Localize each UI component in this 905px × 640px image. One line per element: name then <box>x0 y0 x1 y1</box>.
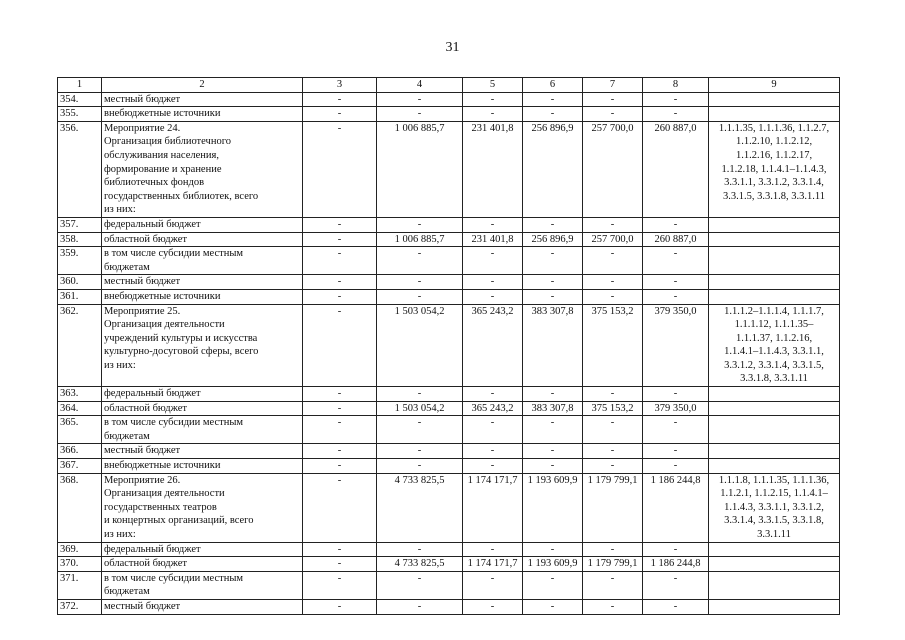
value-cell: - <box>643 444 709 459</box>
value-cell: 231 401,8 <box>463 232 523 247</box>
value-cell: - <box>303 121 377 217</box>
indicator-refs-cell: 1.1.1.8, 1.1.1.35, 1.1.1.36, 1.1.2.1, 1.1.2.15, 1.1.4.1– 1.1.4.3, 3.3.1.1, 3.3.1.2, 3.3.1.4, 3.3.1.5, 3.3.1.8, 3.3.1.11 <box>709 473 840 542</box>
row-name-cell: местный бюджет <box>102 275 303 290</box>
indicator-refs-cell <box>709 232 840 247</box>
value-cell: - <box>523 289 583 304</box>
value-cell: - <box>523 387 583 402</box>
row-number-cell: 357. <box>58 217 102 232</box>
table-row <box>58 401 840 416</box>
value-cell: - <box>463 247 523 275</box>
value-cell: - <box>463 217 523 232</box>
value-cell: - <box>583 289 643 304</box>
row-name-cell: федеральный бюджет <box>102 387 303 402</box>
table-row <box>58 247 840 275</box>
value-cell: - <box>643 459 709 474</box>
value-cell: - <box>523 275 583 290</box>
value-cell: 4 733 825,5 <box>377 473 463 542</box>
row-name-cell: областной бюджет <box>102 557 303 572</box>
value-cell: 1 006 885,7 <box>377 121 463 217</box>
value-cell: - <box>463 275 523 290</box>
table-row <box>58 444 840 459</box>
row-name-cell: местный бюджет <box>102 92 303 107</box>
value-cell: 257 700,0 <box>583 121 643 217</box>
header-cell: 2 <box>102 78 303 93</box>
row-number-cell: 368. <box>58 473 102 542</box>
row-name-cell: местный бюджет <box>102 444 303 459</box>
value-cell: - <box>377 459 463 474</box>
row-number-cell: 366. <box>58 444 102 459</box>
value-cell: - <box>303 304 377 387</box>
budget-table <box>57 77 840 615</box>
table-row <box>58 275 840 290</box>
value-cell: - <box>377 92 463 107</box>
value-cell: - <box>463 92 523 107</box>
row-number-cell: 371. <box>58 571 102 599</box>
value-cell: 365 243,2 <box>463 401 523 416</box>
value-cell: - <box>303 217 377 232</box>
value-cell: - <box>303 401 377 416</box>
value-cell: 1 006 885,7 <box>377 232 463 247</box>
table-row <box>58 232 840 247</box>
value-cell: - <box>643 599 709 614</box>
value-cell: - <box>463 599 523 614</box>
row-name-cell: внебюджетные источники <box>102 459 303 474</box>
value-cell: - <box>523 92 583 107</box>
value-cell: - <box>583 416 643 444</box>
page-number: 31 <box>445 40 460 55</box>
row-number-cell: 356. <box>58 121 102 217</box>
value-cell: 256 896,9 <box>523 232 583 247</box>
value-cell: 257 700,0 <box>583 232 643 247</box>
value-cell: - <box>643 289 709 304</box>
indicator-refs-cell <box>709 557 840 572</box>
value-cell: - <box>643 92 709 107</box>
row-name-cell: в том числе субсидии местным бюджетам <box>102 247 303 275</box>
row-number-cell: 358. <box>58 232 102 247</box>
value-cell: - <box>377 275 463 290</box>
table-row <box>58 459 840 474</box>
indicator-refs-cell <box>709 275 840 290</box>
row-number-cell: 360. <box>58 275 102 290</box>
value-cell: - <box>643 416 709 444</box>
row-name-cell: федеральный бюджет <box>102 217 303 232</box>
value-cell: - <box>583 275 643 290</box>
table-row <box>58 557 840 572</box>
row-number-cell: 361. <box>58 289 102 304</box>
table-row <box>58 387 840 402</box>
value-cell: - <box>463 107 523 122</box>
value-cell: 260 887,0 <box>643 232 709 247</box>
row-name-cell: федеральный бюджет <box>102 542 303 557</box>
header-cell: 4 <box>377 78 463 93</box>
value-cell: - <box>523 571 583 599</box>
value-cell: - <box>583 444 643 459</box>
indicator-refs-cell <box>709 107 840 122</box>
value-cell: - <box>377 217 463 232</box>
value-cell: - <box>523 217 583 232</box>
value-cell: - <box>303 571 377 599</box>
row-number-cell: 365. <box>58 416 102 444</box>
value-cell: - <box>583 247 643 275</box>
value-cell: 1 503 054,2 <box>377 304 463 387</box>
row-number-cell: 354. <box>58 92 102 107</box>
value-cell: 365 243,2 <box>463 304 523 387</box>
row-number-cell: 364. <box>58 401 102 416</box>
value-cell: - <box>303 542 377 557</box>
value-cell: - <box>303 247 377 275</box>
value-cell: - <box>643 247 709 275</box>
header-cell: 1 <box>58 78 102 93</box>
value-cell: 1 193 609,9 <box>523 473 583 542</box>
row-number-cell: 362. <box>58 304 102 387</box>
value-cell: - <box>377 247 463 275</box>
value-cell: - <box>303 107 377 122</box>
value-cell: 4 733 825,5 <box>377 557 463 572</box>
row-number-cell: 355. <box>58 107 102 122</box>
value-cell: 1 174 171,7 <box>463 557 523 572</box>
row-name-cell: внебюджетные источники <box>102 107 303 122</box>
value-cell: - <box>583 387 643 402</box>
value-cell: - <box>377 444 463 459</box>
value-cell: 375 153,2 <box>583 401 643 416</box>
indicator-refs-cell: 1.1.1.35, 1.1.1.36, 1.1.2.7, 1.1.2.10, 1.1.2.12, 1.1.2.16, 1.1.2.17, 1.1.2.18, 1.1.4.1–1.1.4.3, 3.3.1.1, 3.3.1.2, 3.3.1.4, 3.3.1.5, 3.3.1.8, 3.3.1.11 <box>709 121 840 217</box>
indicator-refs-cell <box>709 571 840 599</box>
value-cell: 1 179 799,1 <box>583 473 643 542</box>
value-cell: - <box>463 289 523 304</box>
row-number-cell: 372. <box>58 599 102 614</box>
table-row <box>58 121 840 217</box>
value-cell: - <box>583 217 643 232</box>
value-cell: - <box>643 387 709 402</box>
indicator-refs-cell <box>709 289 840 304</box>
value-cell: - <box>303 387 377 402</box>
value-cell: - <box>583 599 643 614</box>
indicator-refs-cell <box>709 401 840 416</box>
value-cell: - <box>643 107 709 122</box>
value-cell: - <box>303 232 377 247</box>
value-cell: - <box>463 542 523 557</box>
header-cell: 3 <box>303 78 377 93</box>
value-cell: - <box>643 571 709 599</box>
value-cell: - <box>303 416 377 444</box>
indicator-refs-cell <box>709 247 840 275</box>
table-row <box>58 571 840 599</box>
value-cell: - <box>523 416 583 444</box>
value-cell: - <box>583 542 643 557</box>
value-cell: - <box>583 459 643 474</box>
row-number-cell: 370. <box>58 557 102 572</box>
value-cell: - <box>377 387 463 402</box>
value-cell: - <box>643 275 709 290</box>
header-cell: 5 <box>463 78 523 93</box>
row-number-cell: 359. <box>58 247 102 275</box>
value-cell: - <box>463 444 523 459</box>
value-cell: - <box>377 599 463 614</box>
value-cell: - <box>523 444 583 459</box>
header-row <box>58 78 840 93</box>
value-cell: - <box>303 473 377 542</box>
value-cell: - <box>463 571 523 599</box>
row-name-cell: Мероприятие 24. Организация библиотечного обслуживания населения, формирование и хранение библиотечных фондов государственных библиотек, всего из них: <box>102 121 303 217</box>
indicator-refs-cell: 1.1.1.2–1.1.1.4, 1.1.1.7, 1.1.1.12, 1.1.1.35– 1.1.1.37, 1.1.2.16, 1.1.4.1–1.1.4.3, 3.3.1.1, 3.3.1.2, 3.3.1.4, 3.3.1.5, 3.3.1.8, 3.3.1.11 <box>709 304 840 387</box>
header-cell: 7 <box>583 78 643 93</box>
row-name-cell: Мероприятие 26. Организация деятельности государственных театров и концертных организаций, всего из них: <box>102 473 303 542</box>
value-cell: 1 503 054,2 <box>377 401 463 416</box>
value-cell: - <box>303 289 377 304</box>
indicator-refs-cell <box>709 416 840 444</box>
table-row <box>58 107 840 122</box>
row-name-cell: в том числе субсидии местным бюджетам <box>102 571 303 599</box>
row-number-cell: 369. <box>58 542 102 557</box>
table-row <box>58 289 840 304</box>
value-cell: 375 153,2 <box>583 304 643 387</box>
value-cell: - <box>303 557 377 572</box>
value-cell: 231 401,8 <box>463 121 523 217</box>
table-row <box>58 217 840 232</box>
value-cell: - <box>303 92 377 107</box>
value-cell: - <box>377 107 463 122</box>
indicator-refs-cell <box>709 387 840 402</box>
value-cell: - <box>523 459 583 474</box>
value-cell: - <box>643 542 709 557</box>
value-cell: - <box>583 107 643 122</box>
value-cell: - <box>523 107 583 122</box>
value-cell: - <box>463 459 523 474</box>
value-cell: 1 186 244,8 <box>643 557 709 572</box>
value-cell: 383 307,8 <box>523 401 583 416</box>
indicator-refs-cell <box>709 92 840 107</box>
row-name-cell: областной бюджет <box>102 232 303 247</box>
value-cell: - <box>463 416 523 444</box>
value-cell: 260 887,0 <box>643 121 709 217</box>
value-cell: - <box>377 289 463 304</box>
value-cell: - <box>583 571 643 599</box>
value-cell: 1 193 609,9 <box>523 557 583 572</box>
value-cell: - <box>463 387 523 402</box>
value-cell: - <box>377 542 463 557</box>
value-cell: 1 179 799,1 <box>583 557 643 572</box>
indicator-refs-cell <box>709 599 840 614</box>
value-cell: - <box>523 542 583 557</box>
value-cell: - <box>643 217 709 232</box>
row-name-cell: областной бюджет <box>102 401 303 416</box>
table-row <box>58 304 840 387</box>
header-cell: 6 <box>523 78 583 93</box>
value-cell: - <box>523 599 583 614</box>
value-cell: - <box>303 275 377 290</box>
value-cell: - <box>303 444 377 459</box>
value-cell: 256 896,9 <box>523 121 583 217</box>
value-cell: 383 307,8 <box>523 304 583 387</box>
row-name-cell: внебюджетные источники <box>102 289 303 304</box>
indicator-refs-cell <box>709 217 840 232</box>
value-cell: 1 186 244,8 <box>643 473 709 542</box>
row-name-cell: в том числе субсидии местным бюджетам <box>102 416 303 444</box>
row-name-cell: Мероприятие 25. Организация деятельности учреждений культуры и искусства культурно-досуговой сферы, всего из них: <box>102 304 303 387</box>
value-cell: 379 350,0 <box>643 304 709 387</box>
indicator-refs-cell <box>709 444 840 459</box>
header-cell: 9 <box>709 78 840 93</box>
value-cell: - <box>303 599 377 614</box>
indicator-refs-cell <box>709 542 840 557</box>
table-row <box>58 599 840 614</box>
table-row <box>58 473 840 542</box>
value-cell: - <box>377 416 463 444</box>
row-name-cell: местный бюджет <box>102 599 303 614</box>
table-row <box>58 542 840 557</box>
table-row <box>58 92 840 107</box>
row-number-cell: 363. <box>58 387 102 402</box>
header-cell: 8 <box>643 78 709 93</box>
value-cell: - <box>583 92 643 107</box>
value-cell: 379 350,0 <box>643 401 709 416</box>
row-number-cell: 367. <box>58 459 102 474</box>
indicator-refs-cell <box>709 459 840 474</box>
value-cell: - <box>303 459 377 474</box>
value-cell: 1 174 171,7 <box>463 473 523 542</box>
table-body <box>58 92 840 614</box>
value-cell: - <box>523 247 583 275</box>
table-row <box>58 416 840 444</box>
value-cell: - <box>377 571 463 599</box>
